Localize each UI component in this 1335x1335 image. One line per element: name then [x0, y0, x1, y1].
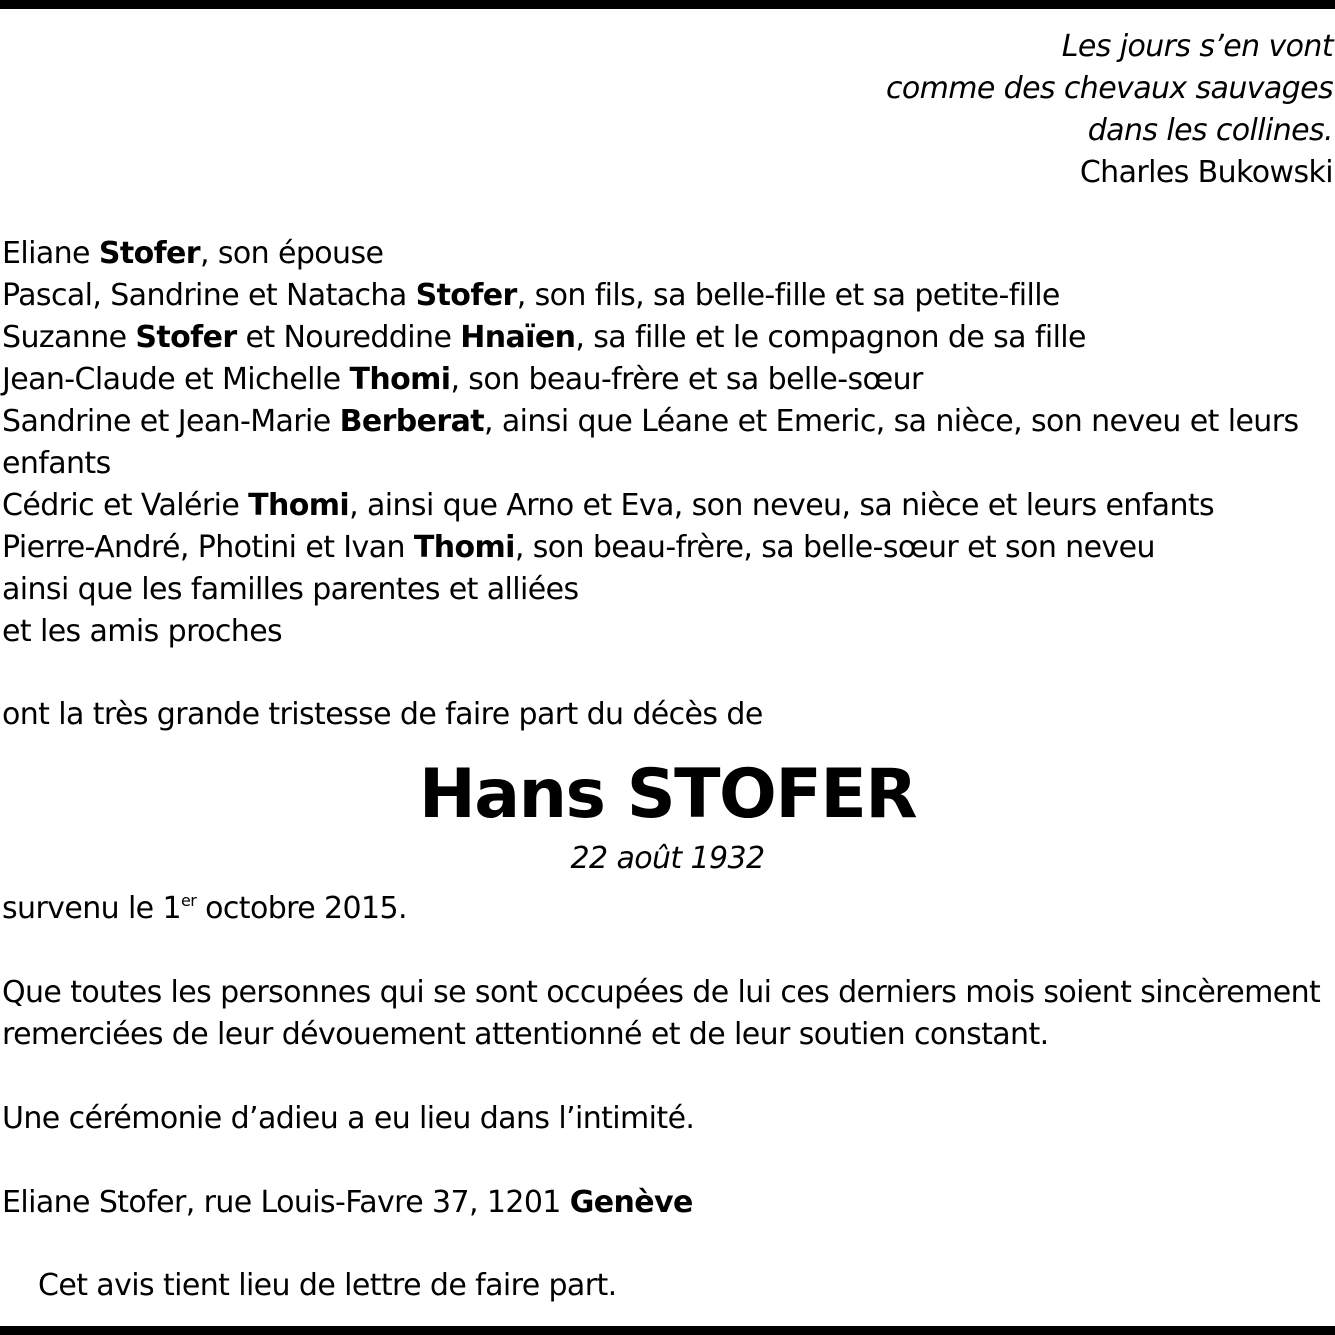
- family-line: Suzanne Stofer et Noureddine Hnaïen, sa fille et le compagnon de sa fille: [2, 320, 1086, 355]
- family-line: Sandrine et Jean-Marie Berberat, ainsi que Léane et Emeric, sa nièce, son neveu et leurs: [2, 404, 1299, 439]
- family-line: Pierre-André, Photini et Ivan Thomi, son beau-frère, sa belle-sœur et son neveu: [2, 530, 1155, 565]
- epigraph-line: comme des chevaux sauvages: [885, 71, 1333, 106]
- contact-address: Eliane Stofer, rue Louis-Favre 37, 1201 Genève: [2, 1185, 693, 1220]
- epigraph-line: dans les collines.: [1087, 113, 1333, 148]
- family-line: Pascal, Sandrine et Natacha Stofer, son fils, sa belle-fille et sa petite-fille: [2, 278, 1060, 313]
- epigraph-line: Les jours s’en vont: [1061, 29, 1333, 64]
- epigraph-author: Charles Bukowski: [1079, 155, 1333, 190]
- death-date: survenu le 1er octobre 2015.: [2, 891, 407, 926]
- family-line: enfants: [2, 446, 111, 481]
- family-line: et les amis proches: [2, 614, 283, 649]
- epigraph: [633, 26, 1333, 194]
- address-city: Genève: [569, 1185, 693, 1220]
- family-line: Eliane Stofer, son épouse: [2, 236, 384, 271]
- birth-date: 22 août 1932: [570, 841, 765, 876]
- bottom-rule: [0, 1326, 1335, 1335]
- family-line: Cédric et Valérie Thomi, ainsi que Arno et Eva, son neveu, sa nièce et leurs enfants: [2, 488, 1215, 523]
- thanks-line: Que toutes les personnes qui se sont occupées de lui ces derniers mois soient sincèrement: [2, 975, 1321, 1010]
- family-line: Jean-Claude et Michelle Thomi, son beau-frère et sa belle-sœur: [2, 362, 923, 397]
- announcement-text: ont la très grande tristesse de faire part du décès de: [2, 697, 763, 732]
- family-list: [2, 233, 1299, 653]
- family-line: ainsi que les familles parentes et alliées: [2, 572, 579, 607]
- top-rule: [0, 0, 1335, 9]
- thanks-line: remerciées de leur dévouement attentionné et de leur soutien constant.: [2, 1017, 1049, 1052]
- deceased-name: Hans STOFER: [418, 755, 917, 834]
- thanks-paragraph: [2, 972, 1320, 1056]
- ceremony-text: Une cérémonie d’adieu a eu lieu dans l’intimité.: [2, 1101, 695, 1136]
- notice-text: Cet avis tient lieu de lettre de faire part.: [38, 1268, 617, 1303]
